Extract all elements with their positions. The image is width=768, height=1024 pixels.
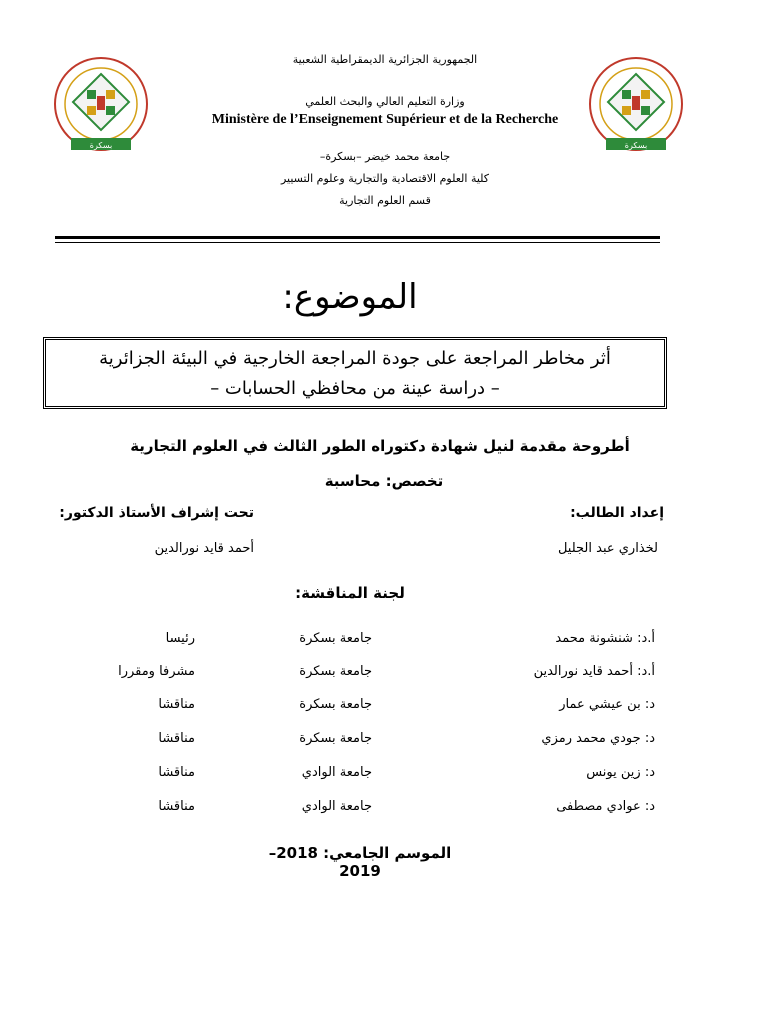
member-university: جامعة بسكرة: [299, 697, 372, 712]
university-logo-left: [49, 54, 153, 158]
thesis-statement: أطروحة مقدمة لنيل شهادة دكتوراه الطور الثالث في العلوم التجارية: [130, 437, 630, 455]
member-name: د: زين يونس: [586, 765, 655, 780]
department-name: قسم العلوم التجارية: [339, 194, 431, 207]
committee-member-row: [0, 799, 768, 819]
committee-member-row: [0, 765, 768, 785]
member-role: مناقشا: [158, 731, 195, 746]
header-divider-thin: [55, 242, 660, 243]
member-name: أ.د: أحمد قايد نورالدين: [533, 664, 655, 679]
header-divider-thick: [55, 236, 660, 239]
committee-member-row: [0, 731, 768, 751]
supervisor-label: تحت إشراف الأستاذ الدكتور:: [59, 505, 254, 521]
member-role: مناقشا: [158, 799, 195, 814]
member-role: مشرفا ومقررا: [118, 664, 195, 679]
prepared-by-label: إعداد الطالب:: [570, 505, 664, 521]
ministry-name-arabic: وزارة التعليم العالي والبحث العلمي: [305, 95, 465, 108]
thesis-title-line-2: – دراسة عينة من محافظي الحسابات –: [210, 378, 500, 399]
member-university: جامعة الوادي: [301, 765, 372, 780]
thesis-title-box: [43, 337, 667, 409]
member-role: مناقشا: [158, 697, 195, 712]
university-name: جامعة محمد خيضر –بسكرة–: [319, 150, 451, 163]
member-name: أ.د: شنشونة محمد: [555, 631, 655, 646]
member-role: رئيسا: [165, 631, 195, 646]
member-role: مناقشا: [158, 765, 195, 780]
thesis-title-line-1: أثر مخاطر المراجعة على جودة المراجعة الخارجية في البيئة الجزائرية: [99, 348, 611, 369]
student-name: لخذاري عبد الجليل: [557, 541, 658, 556]
committee-label: لجنة المناقشة:: [295, 584, 405, 602]
republic-name: الجمهورية الجزائرية الديمقراطية الشعبية: [292, 53, 478, 66]
member-name: د: عوادي مصطفى: [556, 799, 655, 814]
specialty: تخصص: محاسبة: [324, 472, 444, 490]
member-university: جامعة الوادي: [301, 799, 372, 814]
supervisor-name: أحمد قايد نورالدين: [154, 541, 254, 556]
ministry-name-french: Ministère de l’Enseignement Supérieur et de la Recherche: [211, 112, 559, 127]
member-university: جامعة بسكرة: [299, 731, 372, 746]
committee-member-row: [0, 664, 768, 684]
svg-text:بسكرة: بسكرة: [89, 141, 113, 150]
subject-label: الموضوع:: [282, 277, 418, 317]
member-name: د: بن عيشي عمار: [559, 697, 655, 712]
member-university: جامعة بسكرة: [299, 631, 372, 646]
faculty-name: كلية العلوم الاقتصادية والتجارية وعلوم التسيير: [280, 172, 490, 185]
academic-year: الموسم الجامعي: 2018–2019: [268, 844, 452, 880]
member-name: د: جودي محمد رمزي: [541, 731, 655, 746]
committee-member-row: [0, 697, 768, 717]
committee-member-row: [0, 631, 768, 651]
member-university: جامعة بسكرة: [299, 664, 372, 679]
svg-text:بسكرة: بسكرة: [624, 141, 648, 150]
